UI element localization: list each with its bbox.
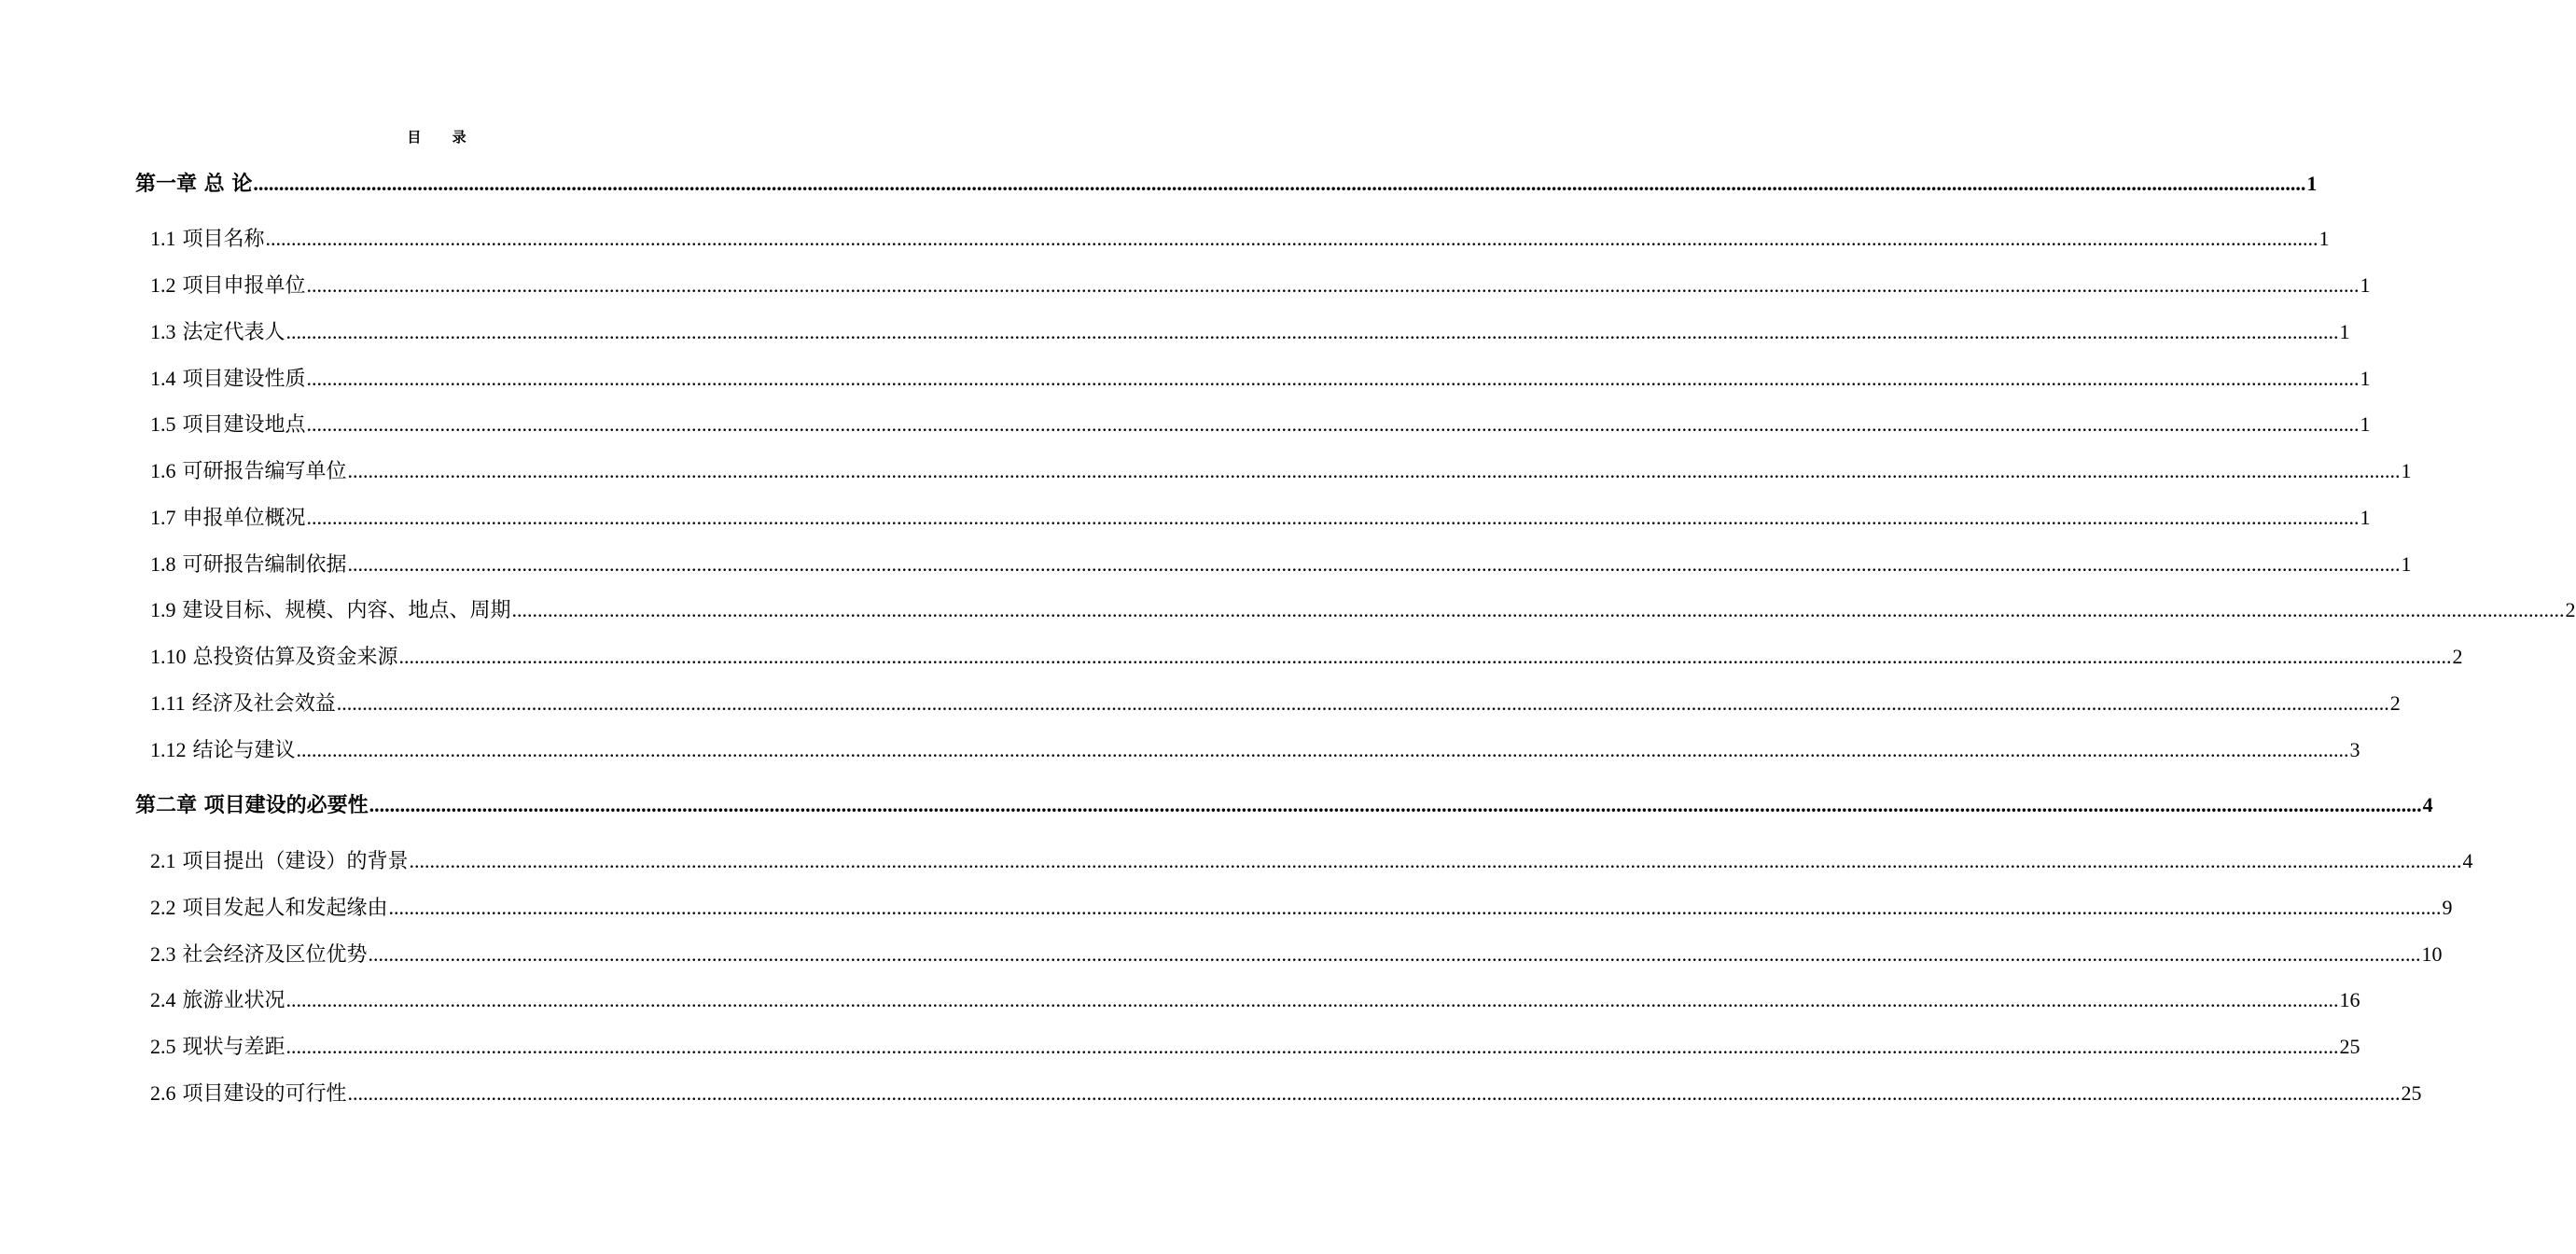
toc-entry-number: 1.3 bbox=[150, 320, 176, 343]
toc-entry-number: 1.9 bbox=[150, 598, 176, 621]
toc-entry-label bbox=[150, 594, 511, 623]
toc-page-number: 1 bbox=[2360, 367, 2371, 390]
toc-entry-number: 2.2 bbox=[150, 896, 176, 919]
toc-page-number: 1 bbox=[2360, 506, 2371, 529]
toc-page-number: 9 bbox=[2442, 896, 2453, 919]
toc-section-entry[interactable] bbox=[150, 939, 2443, 968]
toc-entry-label bbox=[150, 409, 306, 438]
toc-section-entry[interactable] bbox=[150, 223, 2330, 252]
toc-page-number: 4 bbox=[2462, 849, 2473, 872]
dot-leader: ................................................................................................................................................................................................................................................................................................................................................................................................................ bbox=[511, 598, 2565, 621]
toc-entry-label bbox=[150, 939, 368, 968]
toc-entry-label bbox=[150, 845, 409, 874]
toc-entry-number: 1.2 bbox=[150, 273, 176, 297]
toc-page-number: 4 bbox=[2422, 793, 2433, 816]
toc-entry-number: 1.1 bbox=[150, 227, 176, 250]
toc-entry-number: 2.3 bbox=[150, 942, 176, 966]
toc-entry-label: 第一章 总 论 bbox=[135, 173, 253, 196]
toc-entry-label bbox=[150, 1031, 285, 1060]
toc-chapter-entry[interactable] bbox=[135, 789, 2433, 818]
toc-entry-text: 建设目标、规模、内容、地点、周期 bbox=[182, 599, 511, 622]
toc-section-entry[interactable] bbox=[150, 688, 2401, 717]
dot-leader: ................................................................................................................................................................................................................................................................................................................................................................................................................ bbox=[347, 459, 2401, 482]
toc-entry-label bbox=[150, 270, 306, 299]
dot-leader: ................................................................................................................................................................................................................................................................................................................................................................................................................ bbox=[369, 793, 2422, 816]
dot-leader: ................................................................................................................................................................................................................................................................................................................................................................................................................ bbox=[409, 849, 2462, 872]
toc-section-entry[interactable] bbox=[150, 409, 2371, 438]
toc-entry-number: 1.8 bbox=[150, 552, 176, 576]
toc-entry-label bbox=[150, 688, 336, 717]
toc-page-number: 10 bbox=[2421, 942, 2443, 966]
toc-entry-number: 1.6 bbox=[150, 459, 176, 482]
toc-page-number: 2 bbox=[2452, 645, 2463, 668]
toc-entry-label bbox=[150, 316, 285, 345]
toc-entry-label bbox=[150, 455, 347, 484]
toc-entry-text: 项目建设的可行性 bbox=[182, 1082, 347, 1106]
toc-entry-number: 2.4 bbox=[150, 988, 176, 1011]
toc-entry-number: 1.11 bbox=[150, 691, 186, 715]
toc-entry-text: 申报单位概况 bbox=[182, 507, 306, 530]
toc-page-number: 1 bbox=[2360, 412, 2371, 436]
dot-leader: ................................................................................................................................................................................................................................................................................................................................................................................................................ bbox=[306, 412, 2360, 436]
toc-entry-label bbox=[150, 223, 265, 252]
dot-leader: ................................................................................................................................................................................................................................................................................................................................................................................................................ bbox=[336, 691, 2389, 715]
toc-section-entry[interactable] bbox=[150, 316, 2350, 345]
toc-entry-text: 结论与建议 bbox=[192, 739, 296, 762]
dot-leader: ................................................................................................................................................................................................................................................................................................................................................................................................................ bbox=[347, 1081, 2401, 1105]
toc-entry-number: 2.6 bbox=[150, 1081, 176, 1105]
toc-entry-label bbox=[150, 892, 388, 921]
toc-entry-number: 1.5 bbox=[150, 412, 176, 436]
toc-page-number: 2 bbox=[2389, 691, 2401, 715]
toc-entry-text: 总投资估算及资金来源 bbox=[192, 646, 398, 669]
toc-entry-text: 项目申报单位 bbox=[182, 274, 306, 298]
toc-section-entry[interactable] bbox=[150, 455, 2412, 484]
toc-entry-text: 项目提出（建设）的背景 bbox=[182, 850, 409, 873]
toc-page-number: 1 bbox=[2318, 227, 2330, 250]
toc-section-entry[interactable] bbox=[150, 984, 2360, 1013]
toc-title: 目 录 bbox=[407, 129, 480, 146]
toc-page-number: 1 bbox=[2339, 320, 2350, 343]
dot-leader: ................................................................................................................................................................................................................................................................................................................................................................................................................ bbox=[388, 896, 2442, 919]
toc-entry-text: 法定代表人 bbox=[182, 321, 285, 344]
toc-entry-text: 现状与差距 bbox=[182, 1036, 285, 1059]
toc-page-number: 16 bbox=[2339, 988, 2360, 1011]
toc-entry-text: 社会经济及区位优势 bbox=[182, 943, 368, 967]
toc-entry-number: 1.7 bbox=[150, 506, 176, 529]
toc-page-number: 1 bbox=[2306, 172, 2318, 195]
toc-entry-text: 可研报告编写单位 bbox=[182, 460, 347, 483]
toc-section-entry[interactable] bbox=[150, 1078, 2422, 1107]
toc-entry-number: 2.5 bbox=[150, 1035, 176, 1058]
dot-leader: ................................................................................................................................................................................................................................................................................................................................................................................................................ bbox=[347, 552, 2401, 576]
toc-page-number: 25 bbox=[2339, 1035, 2360, 1058]
dot-leader: ................................................................................................................................................................................................................................................................................................................................................................................................................ bbox=[253, 172, 2306, 195]
toc-page-number: 3 bbox=[2349, 738, 2360, 761]
toc-page-number: 1 bbox=[2401, 552, 2412, 576]
dot-leader: ................................................................................................................................................................................................................................................................................................................................................................................................................ bbox=[285, 1035, 2339, 1058]
dot-leader: ................................................................................................................................................................................................................................................................................................................................................................................................................ bbox=[285, 988, 2339, 1011]
dot-leader: ................................................................................................................................................................................................................................................................................................................................................................................................................ bbox=[306, 506, 2360, 529]
toc-section-entry[interactable] bbox=[150, 270, 2371, 299]
toc-section-entry[interactable] bbox=[150, 594, 2576, 623]
toc-entry-label bbox=[150, 549, 347, 578]
toc-entry-text: 经济及社会效益 bbox=[191, 692, 336, 716]
toc-section-entry[interactable] bbox=[150, 363, 2371, 392]
toc-section-entry[interactable] bbox=[150, 549, 2412, 578]
toc-entry-text: 旅游业状况 bbox=[182, 989, 285, 1012]
toc-entry-label bbox=[150, 734, 296, 763]
dot-leader: ................................................................................................................................................................................................................................................................................................................................................................................................................ bbox=[265, 227, 2318, 250]
dot-leader: ................................................................................................................................................................................................................................................................................................................................................................................................................ bbox=[306, 273, 2360, 297]
toc-entry-label bbox=[150, 363, 306, 392]
toc-section-entry[interactable] bbox=[150, 1031, 2360, 1060]
toc-entry-text: 项目发起人和发起缘由 bbox=[182, 897, 388, 920]
toc-entry-number: 1.12 bbox=[150, 738, 187, 761]
toc-section-entry[interactable] bbox=[150, 734, 2360, 763]
toc-section-entry[interactable] bbox=[150, 502, 2371, 531]
toc-entry-number: 1.4 bbox=[150, 367, 176, 390]
dot-leader: ................................................................................................................................................................................................................................................................................................................................................................................................................ bbox=[285, 320, 2339, 343]
dot-leader: ................................................................................................................................................................................................................................................................................................................................................................................................................ bbox=[296, 738, 2349, 761]
toc-page-number: 1 bbox=[2360, 273, 2371, 297]
toc-section-entry[interactable] bbox=[150, 641, 2463, 670]
toc-entry-label bbox=[150, 1078, 347, 1107]
toc-entry-number: 2.1 bbox=[150, 849, 176, 872]
toc-entry-label: 第二章 项目建设的必要性 bbox=[135, 794, 369, 817]
toc-page-number: 1 bbox=[2401, 459, 2412, 482]
toc-entry-label bbox=[150, 641, 398, 670]
toc-entry-label bbox=[150, 984, 285, 1013]
toc-entry-text: 项目建设性质 bbox=[182, 368, 306, 391]
toc-section-entry[interactable] bbox=[150, 845, 2473, 874]
dot-leader: ................................................................................................................................................................................................................................................................................................................................................................................................................ bbox=[398, 645, 2452, 668]
toc-entry-number: 1.10 bbox=[150, 645, 187, 668]
toc-entry-text: 项目名称 bbox=[182, 228, 265, 251]
dot-leader: ................................................................................................................................................................................................................................................................................................................................................................................................................ bbox=[306, 367, 2360, 390]
toc-page-number: 2 bbox=[2565, 598, 2576, 621]
toc-entry-text: 项目建设地点 bbox=[182, 413, 306, 437]
toc-entry-text: 可研报告编制依据 bbox=[182, 553, 347, 577]
toc-page-number: 25 bbox=[2401, 1081, 2422, 1105]
toc-entry-label bbox=[150, 502, 306, 531]
dot-leader: ................................................................................................................................................................................................................................................................................................................................................................................................................ bbox=[368, 942, 2421, 966]
toc-chapter-entry[interactable] bbox=[135, 168, 2318, 197]
toc-section-entry[interactable] bbox=[150, 892, 2453, 921]
